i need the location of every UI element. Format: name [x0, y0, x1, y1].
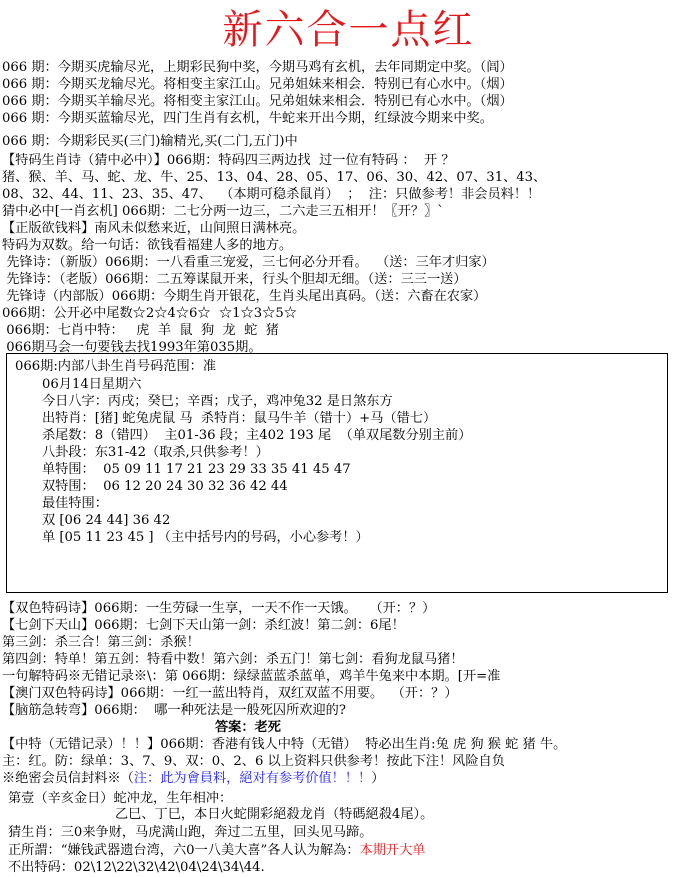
mahui-line: 066期马会一句要钱去找1993年第035期。 — [2, 340, 262, 355]
xianfeng-line: 先锋诗（内部版）066期：今期生肖开银花，生肖头尾出真码。（送：六畜在农家） — [2, 289, 487, 304]
box-line: 单特围： 05 09 11 17 21 23 29 33 35 41 45 47 — [42, 462, 351, 477]
box-line: 出特肖：[猪] 蛇兔虎鼠 马 杀特肖：鼠马牛羊（错十）+马（错七） — [42, 411, 437, 426]
kai-da-dan: 本期开大单 — [359, 843, 426, 858]
header-line: 066 期：今期买虎输尽光，上期彩民狗中奖，今期马鸡有玄机，去年同期定中奖。（闾） — [2, 60, 513, 75]
box-line: 八卦段：东31-42（取杀,只供参考！） — [42, 445, 269, 460]
box-line: 066期:内部八卦生肖号码范围：准 — [15, 359, 217, 374]
zhongte-line: 【中特（无错记录）！！】066期：香港有钱人中特（无错） 特必出生肖:兔 虎 狗 猴 蛇 猪 牛。 — [2, 737, 567, 752]
lower-line: 一句解特码※无错记录※\：第 066期：绿绿蓝蓝杀蓝单，鸡羊牛兔来中本期。[开=准 — [2, 669, 501, 684]
lower-line: 第四剑：特单！第五剑：特看中数！第六剑：杀五门！第七剑：看狗龙鼠马猪！ — [2, 652, 464, 667]
diyi-line: 猜生肖：三0来争财，马虎满山跑，奔过二五里，回头见马蹄。 — [8, 825, 373, 840]
box-line: 06月14日星期六 — [42, 377, 142, 392]
bagua-box — [6, 353, 668, 593]
lower-line: 【七剑下天山】066期：七剑下天山第一剑：杀红波！第二剑：6尾！ — [2, 618, 405, 633]
xianfeng-line: 先锋诗：（新版）066期：一八看重三宠爱，三七何必分开看。 （送：三年才归家） — [2, 255, 495, 270]
page-title: 新六合一点红 — [222, 7, 475, 53]
box-line: 单 [05 11 23 45 ] （主中括号内的号码，小心参考！） — [42, 530, 369, 545]
header-line: 066 期：今期买蓝输尽光，四门生肖有玄机，牛蛇来开出今期，红绿波今期来中奖。 — [2, 111, 493, 126]
box-line: 双特围： 06 12 20 24 30 32 36 42 44 — [42, 479, 288, 494]
poem-line: 猜中必中[一肖玄机] 066期：二七分两一边三，二六走三五相开！〖开？〗` — [2, 204, 444, 219]
box-line: 双 [06 24 44] 36 42 — [42, 513, 171, 528]
poem-numbers: 08、32、44、11、23、35、47、 （本期可稳杀鼠肖） ； 注：只做参考！非会员料！！ — [2, 187, 541, 202]
lower-line: 第三剑：杀三合！第三剑：杀猴！ — [2, 635, 200, 650]
diyi-line — [8, 842, 426, 859]
header-line: 066 期：今期买羊输尽光。将相变主家江山。兄弟姐妹来相会．特别已有心水中。（烟） — [2, 94, 513, 109]
secret-suffix: ） — [371, 771, 385, 786]
zhengsuowei-prefix: 正所謂：“嫌钱武器遗台湾，六0一八美大喜”各人认为解為： — [8, 843, 360, 858]
header-line: 066 期：今期彩民买(三门)输精光,买(二门,五门)中 — [2, 134, 298, 149]
header-line: 066 期：今期买龙输尽光。将相变主家江山。兄弟姐妹来相会．特别已有心水中。（烟） — [2, 77, 513, 92]
lower-line: 【双色特码诗】066期：一生劳碌一生享，一天不作一天饿。 （开：？） — [2, 601, 436, 616]
qiqian-line: 【正版欲钱料】南风未似愁来近，山间照日满林亮。 — [2, 221, 306, 236]
qiqian-line: 特码为双数。给一句话：欲钱看福建人多的地方。 — [2, 238, 293, 253]
zhongte-line: 主：红。防：绿单：3、7、9、双：0、2、6 以上资料只供参考！按此下注！风险自负 — [2, 754, 505, 769]
box-line: 今日八字：丙戌；癸巳；辛酉；戊子，鸡冲兔32 是日煞东方 — [42, 394, 393, 409]
poem-numbers: 猪、猴、羊、马、蛇、龙、牛、25、13、04、28、05、17、06、30、42、07、31、43、 — [2, 170, 547, 185]
zhongte-line — [2, 770, 384, 787]
lower-line: 【脑筋急转弯】066期： 哪一种死法是一般死囚所欢迎的? — [2, 703, 346, 718]
diyi-line: 乙巳、丁巳，本日火蛇開彩絕殺龙肖（特碼絕殺4尾）。 — [115, 807, 434, 822]
gongkai-line: 066期：公开必中尾数☆2☆4☆6☆ ☆1☆3☆5☆ — [2, 306, 297, 321]
diyi-line: 第壹（辛亥金日）蛇冲龙，生年相冲： — [8, 791, 233, 806]
box-line: 杀尾数：8（错四） 主01-36 段；主402 193 尾 （单双尾数分别主前） — [42, 428, 472, 443]
buchu-tema-line: 不出特码：02\12\22\32\42\04\24\34\44. — [8, 860, 265, 875]
qixiao-line: 066期：七肖中特： 虎 羊 鼠 狗 龙 蛇 猪 — [2, 323, 279, 338]
box-line: 最佳特围： — [42, 496, 108, 511]
answer-line: 答案：老死 — [215, 720, 281, 735]
poem-title: 【特码生肖诗（猜中必中）】066期：特码四三两边找 过一位有特码 ： 开 ？ — [2, 153, 455, 168]
member-note: 注：此为會員料，絕对有参考价值！！！ — [133, 771, 372, 786]
lower-line: 【澳门双色特码诗】066期：一红一蓝出特肖，双红双蓝不用要。 （开：？） — [2, 686, 458, 701]
xianfeng-line: 先锋诗：（老版）066期：二五筹谋鼠开来，行头个胆却无细。（送：三三一送） — [2, 272, 467, 287]
secret-prefix: ※绝密会员信封料※（ — [2, 771, 134, 786]
